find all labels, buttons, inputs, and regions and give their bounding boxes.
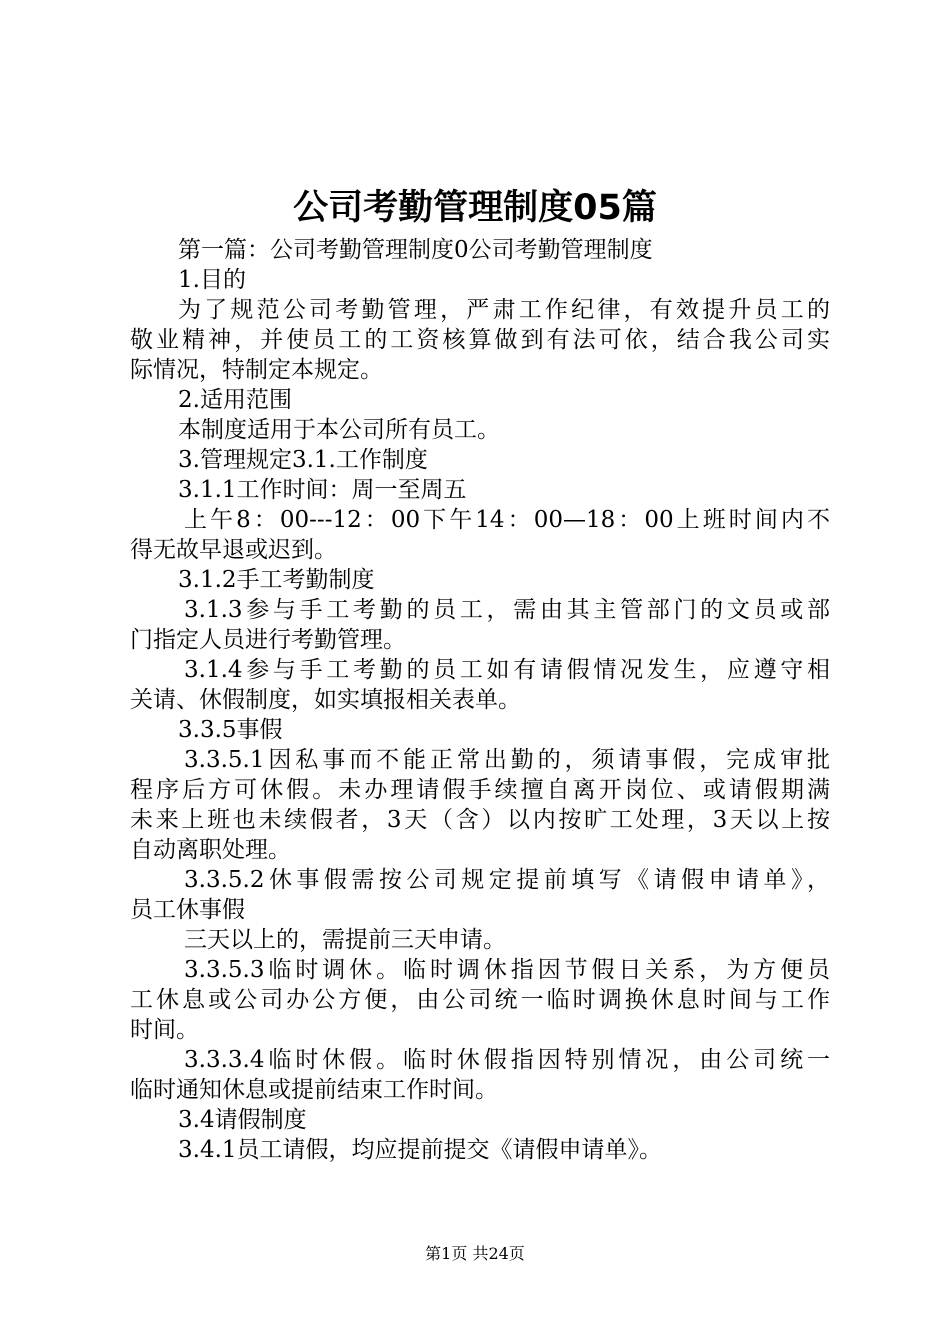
paragraph-line: 工休息或公司办公方便，由公司统一临时调换休息时间与工作 [130, 987, 830, 1013]
paragraph-line: 3.1.2手工考勤制度 [178, 567, 375, 593]
paragraph-line: 1.目的 [178, 267, 246, 293]
paragraph-line: 三天以上的，需提前三天申请。 [184, 927, 506, 953]
paragraph-line: 本制度适用于本公司所有员工。 [178, 417, 500, 443]
paragraph-line: 敬业精神，并使员工的工资核算做到有法可依，结合我公司实 [130, 327, 830, 353]
paragraph-line: 3.3.5.3临时调休。临时调休指因节假日关系，为方便员 [184, 957, 830, 983]
paragraph-line: 3.1.4参与手工考勤的员工如有请假情况发生，应遵守相 [184, 657, 830, 683]
document-title: 公司考勤管理制度05篇 [293, 188, 657, 228]
paragraph-line: 3.1.1工作时间：周一至周五 [178, 477, 467, 503]
paragraph-line: 3.3.5.2休事假需按公司规定提前填写《请假申请单》， [184, 867, 830, 893]
paragraph-line: 为了规范公司考勤管理，严肃工作纪律，有效提升员工的 [178, 297, 830, 323]
paragraph-line: 2.适用范围 [178, 387, 292, 413]
paragraph-line: 3.4请假制度 [178, 1107, 307, 1133]
paragraph-line: 3.1.3参与手工考勤的员工，需由其主管部门的文员或部 [184, 597, 830, 623]
paragraph-line: 员工休事假 [130, 897, 245, 923]
paragraph-line: 程序后方可休假。未办理请假手续擅自离开岗位、或请假期满 [130, 777, 830, 803]
page-number: 第1页 共24页 [425, 1244, 525, 1263]
section-heading: 第一篇：公司考勤管理制度0公司考勤管理制度 [178, 237, 653, 263]
paragraph-line: 门指定人员进行考勤管理。 [130, 627, 406, 653]
paragraph-line: 自动离职处理。 [130, 837, 291, 863]
document-body [130, 235, 830, 1165]
paragraph-line: 关请、休假制度，如实填报相关表单。 [130, 687, 521, 713]
paragraph-line: 3.3.5.1因私事而不能正常出勤的，须请事假，完成审批 [184, 747, 830, 773]
paragraph-line: 际情况，特制定本规定。 [130, 357, 383, 383]
paragraph-line: 得无故早退或迟到。 [130, 537, 337, 563]
paragraph-line: 3.4.1员工请假，均应提前提交《请假申请单》。 [178, 1137, 663, 1163]
paragraph-line: 临时通知休息或提前结束工作时间。 [130, 1077, 498, 1103]
paragraph-line: 时间。 [130, 1017, 199, 1043]
paragraph-line: 3.3.3.4临时休假。临时休假指因特别情况，由公司统一 [184, 1047, 830, 1073]
paragraph-line: 3.管理规定3.1.工作制度 [178, 447, 428, 473]
paragraph-line: 上午8：00---12：00下午14：00—18：00上班时间内不 [184, 507, 830, 533]
paragraph-line: 未来上班也未续假者，3天（含）以内按旷工处理，3天以上按 [130, 807, 830, 833]
paragraph-line: 3.3.5事假 [178, 717, 283, 743]
